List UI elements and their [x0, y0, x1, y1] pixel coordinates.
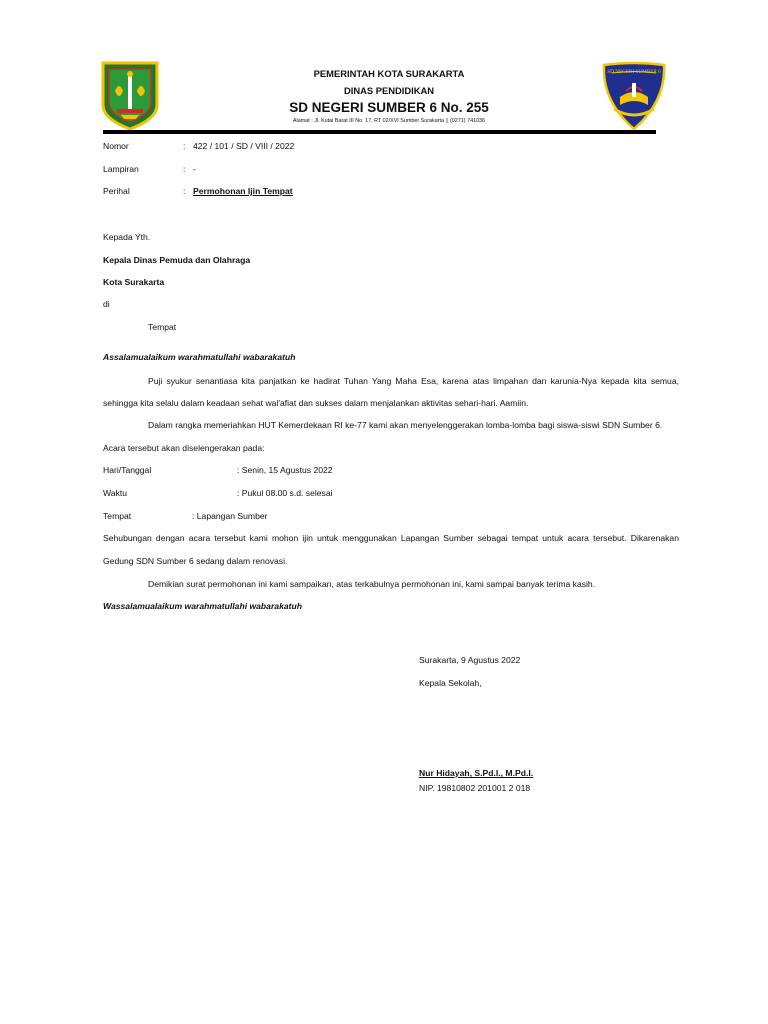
paragraph-2-line-1: Dalam rangka memeriahkan HUT Kemerdekaan RI ke-77 kami akan menyelenggerakan lomba-lomba bagi siswa-siswi SDN Sumber 6. — [148, 420, 663, 430]
paragraph-3-line-1: Sehubungan dengan acara tersebut kami mohon ijin untuk menggunakan Lapangan Sumber sebagai tempat untuk acara tersebut. Dikarenakan — [103, 533, 679, 543]
right-logo-text: SD NEGERI SUMBER 6 — [607, 69, 661, 75]
lampiran-value: - — [193, 164, 196, 174]
tempat-label: Tempat — [103, 511, 132, 521]
closing: Wassalamualaikum warahmatullahi wabarakatuh — [103, 601, 303, 611]
hari-label: Hari/Tanggal — [103, 465, 152, 475]
perihal-value: Permohonan Ijin Tempat — [193, 186, 293, 196]
hari-value: : Senin, 15 Agustus 2022 — [237, 465, 333, 475]
signature-position: Kepala Sekolah, — [419, 678, 482, 688]
nomor-colon: : — [183, 141, 186, 151]
paragraph-2-line-2: Acara tersebut akan diselengerakan pada: — [103, 443, 265, 453]
waktu-value: : Pukul 08.00 s.d. selesai — [237, 488, 333, 498]
recipient-di: di — [103, 299, 110, 309]
signature-place-date: Surakarta, 9 Agustus 2022 — [419, 655, 521, 665]
lampiran-colon: : — [183, 164, 186, 174]
paragraph-1-line-2: sehingga kita selalu dalam keadaan sehat wal'afiat dan sukses dalam menjalankan aktivitas sehari-hari. Aamiin. — [103, 398, 529, 408]
waktu-label: Waktu — [103, 488, 128, 498]
perihal-label: Perihal — [103, 186, 130, 196]
perihal-colon: : — [183, 186, 186, 196]
header-divider — [103, 130, 656, 134]
recipient-name: Kepala Dinas Pemuda dan Olahraga — [103, 255, 251, 265]
paragraph-3-line-2: Gedung SDN Sumber 6 sedang dalam renovasi. — [103, 556, 288, 566]
nomor-label: Nomor — [103, 141, 129, 151]
recipient-tempat: Tempat — [148, 322, 177, 332]
surakarta-coat-of-arms-icon — [101, 61, 159, 131]
paragraph-4: Demikian surat permohonan ini kami sampaikan, atas terkabulnya permohonan ini, kami sampai banyak terima kasih. — [148, 579, 596, 589]
nomor-value: 422 / 101 / SD / VIII / 2022 — [193, 141, 295, 151]
paragraph-1-line-1: Puji syukur senantiasa kita panjatkan ke hadirat Tuhan Yang Maha Esa, karena atas limpahan dan karunia-Nya kepada kita semua, — [148, 376, 679, 386]
recipient-salute: Kepada Yth. — [103, 232, 151, 242]
header-line-1: PEMERINTAH KOTA SURAKARTA — [313, 68, 465, 79]
recipient-city: Kota Surakarta — [103, 277, 165, 287]
left-logo — [101, 61, 159, 131]
lampiran-label: Lampiran — [103, 164, 139, 174]
header-line-2: DINAS PENDIDIKAN — [343, 85, 435, 96]
right-logo — [598, 61, 670, 131]
school-address: Alamat : Jl. Kutai Barat III No. 17, RT 02/XVI Sumber Surakarta ▯ (0271) 741036 — [292, 118, 486, 124]
school-name: SD NEGERI SUMBER 6 No. 255 — [289, 100, 489, 115]
greeting: Assalamualaikum warahmatullahi wabarakatuh — [103, 352, 296, 362]
tempat-value: : Lapangan Sumber — [192, 511, 268, 521]
signature-name: Nur Hidayah, S.Pd.I., M.Pd.I. — [419, 768, 534, 778]
signature-nip: NIP. 19810802 201001 2 018 — [419, 783, 531, 793]
